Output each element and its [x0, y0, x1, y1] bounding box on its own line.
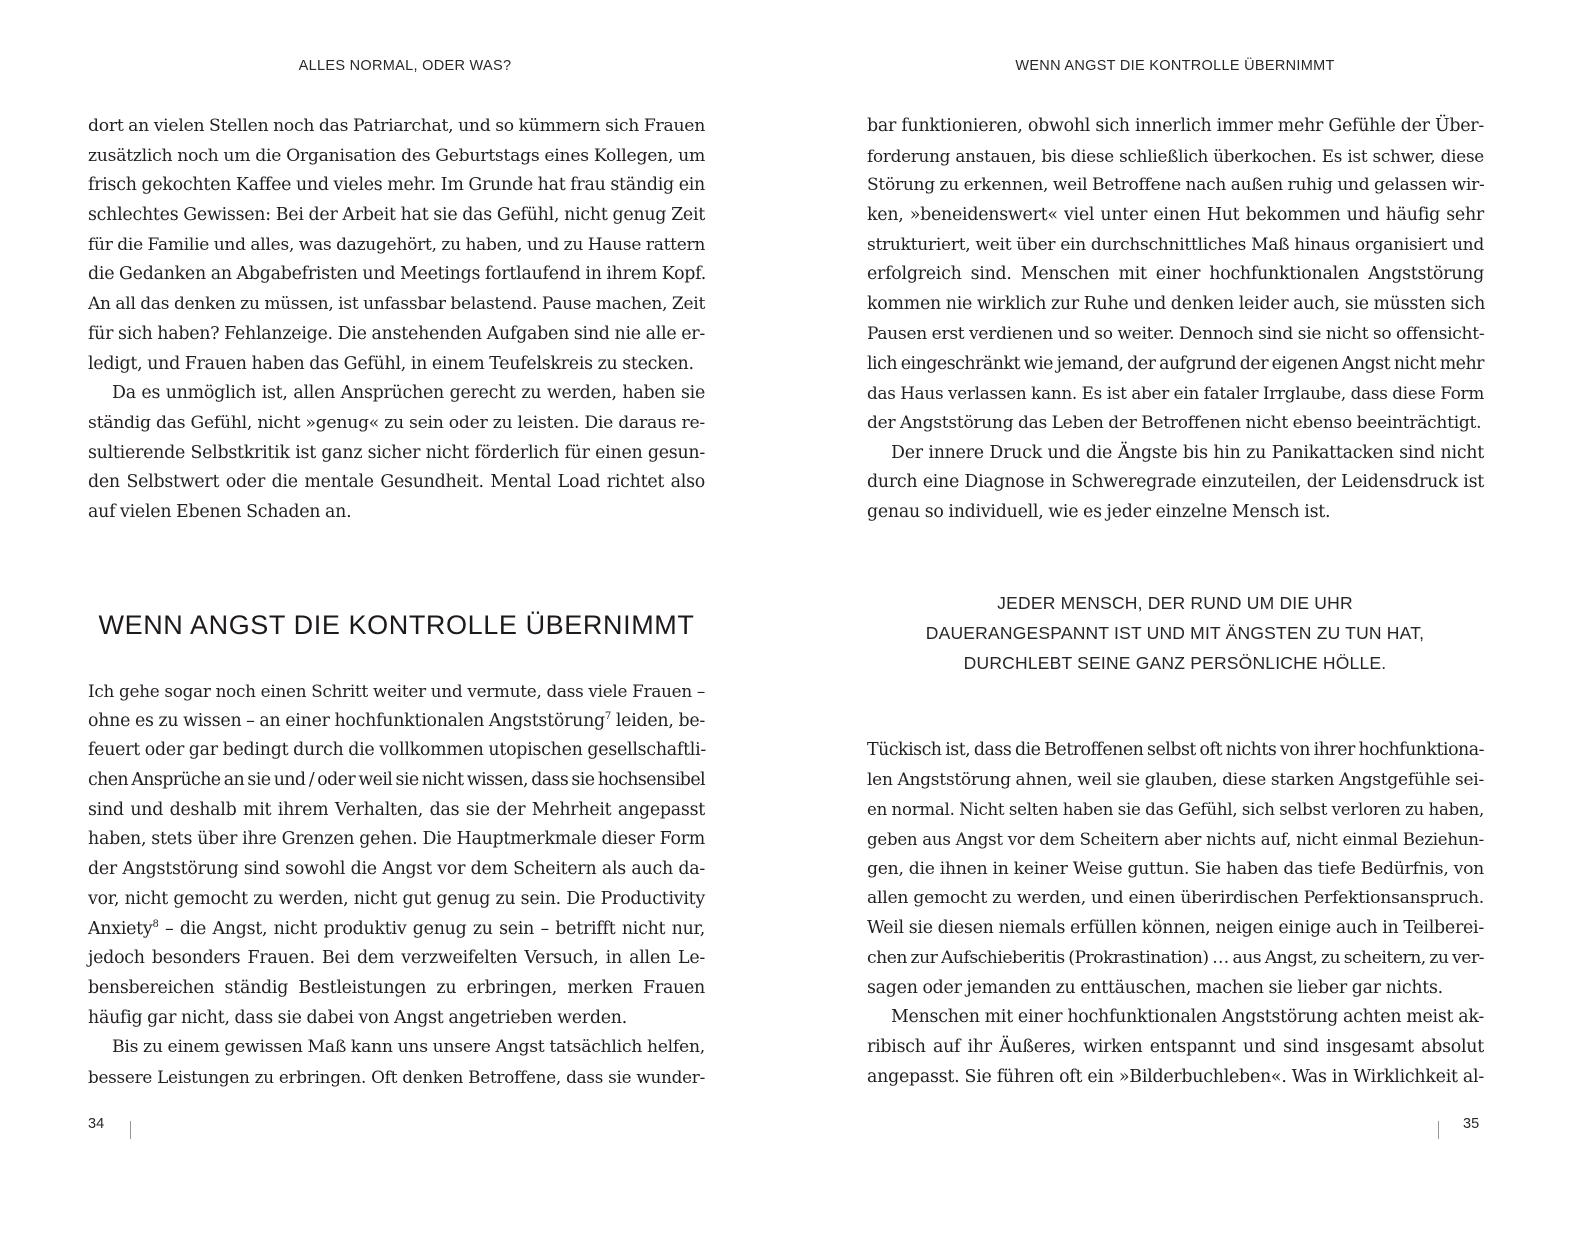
- text-fragment: ohne es zu wissen – an einer hochfunktionalen Angststörung: [88, 710, 605, 731]
- page-number: 35: [1463, 1116, 1480, 1132]
- text-line: bar funktionieren, obwohl sich innerlich immer mehr Gefühle der Über-: [867, 116, 1484, 136]
- text-line: An all das denken zu müssen, ist unfassbar belastend. Pause machen, Zeit: [88, 294, 706, 315]
- text-line: zusätzlich noch um die Organisation des Geburtstags eines Kollegen, um: [88, 145, 705, 166]
- text-line: haben, stets über ihre Grenzen gehen. Die Hauptmerkmale dieser Form: [88, 829, 705, 850]
- text-line: durch eine Diagnose in Schweregrade einzuteilen, der Leidensdruck ist: [867, 472, 1484, 493]
- text-line: sultierende Selbstkritik ist ganz sicher nicht förderlich für einen gesun-: [88, 442, 705, 463]
- text-line: Weil sie diesen niemals erfüllen können, neigen einige auch in Teilberei-: [867, 918, 1484, 939]
- text-line: der Angststörung sind sowohl die Angst vor dem Scheitern als auch da-: [88, 859, 705, 880]
- text-line: Der innere Druck und die Ängste bis hin zu Panikattacken sind nicht: [891, 442, 1484, 463]
- paragraph: [88, 112, 705, 528]
- text-line: bensbereichen ständig Bestleistungen zu erbringen, merken Frauen: [88, 977, 705, 998]
- chapter-title: WENN ANGST DIE KONTROLLE ÜBERNIMMT: [98, 610, 695, 640]
- text-line: len Angststörung ahnen, weil sie glauben, diese starken Angstgefühle sei-: [867, 769, 1484, 790]
- pull-quote-line: DAUERANGESPANNT IST UND MIT ÄNGSTEN ZU TUN HAT,: [925, 623, 1425, 643]
- text-line: ständig das Gefühl, nicht »genug« zu sein oder zu leisten. Die daraus re-: [88, 412, 705, 433]
- text-line: feuert oder gar bedingt durch die vollkommen utopischen gesellschaftli-: [88, 740, 707, 761]
- text-line: en normal. Nicht selten haben sie das Gefühl, sich selbst verloren zu haben,: [867, 800, 1485, 820]
- footnote-marker[interactable]: 8: [152, 918, 159, 930]
- text-line: chen zur Aufschieberitis (Prokrastination) … aus Angst, zu scheitern, zu ver-: [867, 947, 1484, 968]
- text-line: forderung anstauen, bis diese schließlich überkochen. Es ist schwer, diese: [867, 145, 1484, 166]
- text-line: für die Familie und alles, was dazugehört, zu haben, und zu Hause rattern: [88, 234, 706, 255]
- text-line: lich eingeschränkt wie jemand, der aufgrund der eigenen Angst nicht mehr: [867, 353, 1484, 374]
- text-line: bessere Leistungen zu erbringen. Oft denken Betroffene, dass sie wunder-: [88, 1066, 705, 1087]
- text-line: die Gedanken an Abgabefristen und Meetings fortlaufend in ihrem Kopf.: [88, 264, 707, 285]
- text-line: schlechtes Gewissen: Bei der Arbeit hat sie das Gefühl, nicht genug Zeit: [88, 205, 705, 226]
- page-number: 34: [88, 1116, 105, 1132]
- text-line: gen, die ihnen in keiner Weise guttun. Sie haben das tiefe Bedürfnis, von: [867, 858, 1484, 879]
- paragraph: [867, 112, 1484, 528]
- text-line: sagen oder jemanden zu enttäuschen, machen sie lieber gar nichts.: [867, 977, 1443, 998]
- text-line: für sich haben? Fehlanzeige. Die anstehenden Aufgaben sind nie alle er-: [88, 323, 705, 344]
- text-line: frisch gekochten Kaffee und vieles mehr. Im Grunde hat frau ständig ein: [88, 175, 705, 196]
- text-line: erfolgreich sind. Menschen mit einer hochfunktionalen Angststörung: [867, 264, 1484, 285]
- pull-quote-line: DURCHLEBT SEINE GANZ PERSÖNLICHE HÖLLE.: [963, 653, 1387, 673]
- text-line: Ich gehe sogar noch einen Schritt weiter und vermute, dass viele Frauen –: [88, 681, 705, 701]
- text-line: auf vielen Ebenen Schaden an.: [88, 501, 352, 522]
- text-line: der Angststörung das Leben der Betroffenen nicht ebenso beeinträchtigt.: [867, 412, 1482, 433]
- pull-quote-line: JEDER MENSCH, DER RUND UM DIE UHR: [997, 593, 1353, 613]
- text-line: ken, »beneidenswert« viel unter einen Hut bekommen und häufig sehr: [867, 205, 1484, 226]
- text-line: Menschen mit einer hochfunktionalen Angststörung achten meist ak-: [891, 1007, 1484, 1028]
- text-line: strukturiert, weit über ein durchschnittliches Maß hinaus organisiert und: [867, 234, 1484, 255]
- text-line: Pausen erst verdienen und so weiter. Dennoch sind sie nicht so offensicht-: [867, 323, 1485, 344]
- paragraph: [88, 677, 705, 1093]
- text-line: häufig gar nicht, dass sie dabei von Angst angetrieben werden.: [88, 1007, 628, 1028]
- text-line: angepasst. Sie führen oft ein »Bilderbuchleben«. Was in Wirklichkeit al-: [867, 1066, 1484, 1087]
- text-line: genau so individuell, wie es jeder einzelne Mensch ist.: [867, 501, 1331, 522]
- folio-divider: [130, 1121, 131, 1139]
- right-page: [797, 0, 1594, 1240]
- text-line: das Haus verlassen kann. Es ist aber ein fataler Irrglaube, dass diese Form: [867, 383, 1484, 404]
- text-line: Tückisch ist, dass die Betroffenen selbst oft nichts von ihrer hochfunktiona-: [867, 740, 1484, 760]
- folio-divider: [1438, 1121, 1439, 1139]
- text-line: ribisch auf ihr Äußeres, wirken entspannt und sind insgesamt absolut: [867, 1036, 1484, 1057]
- text-line: den Selbstwert oder die mentale Gesundheit. Mental Load richtet also: [88, 472, 705, 493]
- footnote-marker[interactable]: 7: [604, 710, 612, 722]
- text-fragment: leiden, be-: [611, 710, 705, 731]
- text-line: [88, 915, 705, 945]
- text-fragment: – die Angst, nicht produktiv genug zu sein – betrifft nicht nur,: [158, 918, 705, 939]
- running-head: ALLES NORMAL, ODER WAS?: [298, 58, 512, 74]
- text-line: chen Ansprüche an sie und / oder weil sie nicht wissen, dass sie hochsensibel: [88, 770, 705, 791]
- text-line: [88, 707, 705, 737]
- text-line: sind und deshalb mit ihrem Verhalten, das sie der Mehrheit angepasst: [88, 799, 705, 820]
- text-line: ledigt, und Frauen haben das Gefühl, in einem Teufelskreis zu stecken.: [88, 353, 694, 374]
- text-fragment: Anxiety: [88, 918, 153, 939]
- text-line: Bis zu einem gewissen Maß kann uns unsere Angst tatsächlich helfen,: [112, 1037, 705, 1058]
- text-line: dort an vielen Stellen noch das Patriarchat, und so kümmern sich Frauen: [88, 116, 706, 136]
- text-line: allen gemocht zu werden, und einen überirdischen Perfektionsanspruch.: [867, 888, 1484, 909]
- running-head: WENN ANGST DIE KONTROLLE ÜBERNIMMT: [1015, 58, 1335, 74]
- pull-quote: [867, 588, 1483, 678]
- paragraph: [867, 736, 1484, 1092]
- text-line: jedoch besonders Frauen. Bei dem verzweifelten Versuch, in allen Le-: [88, 948, 705, 969]
- text-line: Da es unmöglich ist, allen Ansprüchen gerecht zu werden, haben sie: [112, 383, 705, 404]
- text-line: geben aus Angst vor dem Scheitern aber nichts auf, nicht einmal Beziehun-: [867, 830, 1484, 850]
- text-line: vor, nicht gemocht zu werden, nicht gut genug zu sein. Die Productivity: [88, 888, 705, 909]
- text-line: kommen nie wirklich zur Ruhe und denken leider auch, sie müssten sich: [867, 294, 1486, 315]
- text-line: Störung zu erkennen, weil Betroffene nach außen ruhig und gelassen wir-: [867, 175, 1485, 196]
